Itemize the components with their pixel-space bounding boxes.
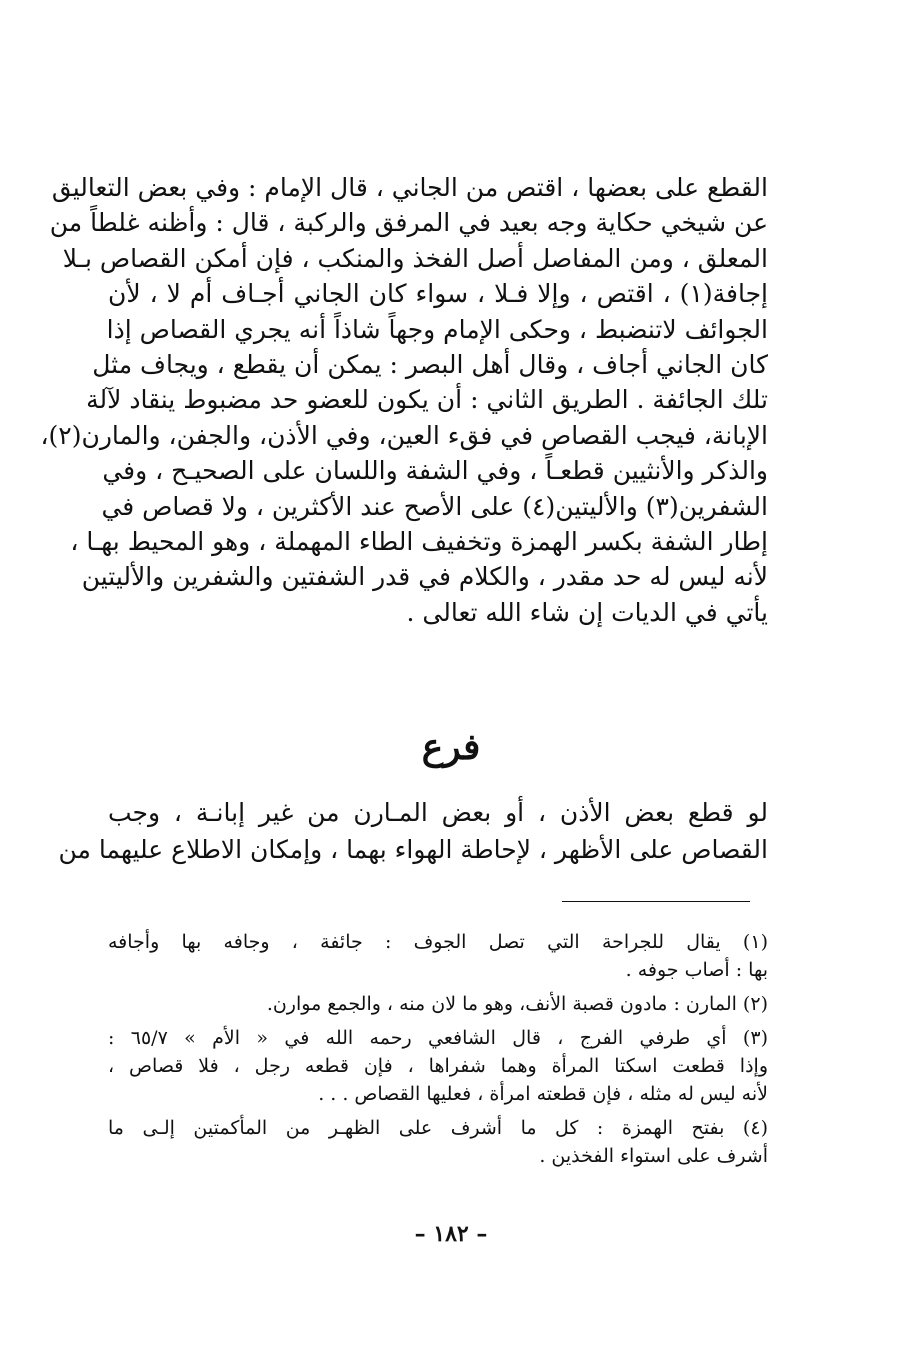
footnote-divider	[562, 901, 750, 902]
main-line: الإبانة، فيجب القصاص في فقء العين، وفي الأذن، والجفن، والمارن(٢)،	[40, 420, 768, 450]
main-line: كان الجاني أجاف ، وقال أهل البصر : يمكن أن يقطع ، ويجاف مثل	[92, 350, 768, 380]
footnote-line: (٢) المارن : مادون قصبة الأنف، وهو ما لان منه ، والجمع موارن.	[266, 993, 768, 1015]
footnote-4	[108, 1114, 768, 1170]
main-line: والذكر والأنثيين قطعـاً ، وفي الشفة واللسان على الصحيـح ، وفي	[102, 456, 768, 486]
branch-line: لو قطع بعض الأذن ، أو بعض المـارن من غير إبانـة ، وجب	[108, 798, 768, 827]
main-line: الجوائف لاتنضبط ، وحكى الإمام وجهاً شاذاً أنه يجري القصاص إذا	[106, 314, 768, 344]
main-line: إجافة(١) ، اقتص ، وإلا فـلا ، سواء كان الجاني أجـاف أم لا ، لأن	[108, 279, 768, 309]
footnote-2	[108, 990, 768, 1018]
footnote-line: أشرف على استواء الفخذين .	[539, 1145, 768, 1167]
section-heading: فرع	[421, 726, 481, 768]
footnote-line: (٣) أي طرفي الفرج ، قال الشافعي رحمه الله في « الأم » ٦٥/٧ :	[108, 1027, 768, 1049]
main-line: إطار الشفة بكسر الهمزة وتخفيف الطاء المهملة ، وهو المحيط بهـا ،	[70, 527, 768, 557]
branch-line: القصاص على الأظهر ، لإحاطة الهواء بهما ، وإمكان الاطلاع عليهما من	[58, 835, 768, 864]
main-line: الشفرين(٣) والأليتين(٤) على الأصح عند الأكثرين ، ولا قصاص في	[101, 491, 768, 521]
footnote-1	[108, 928, 768, 984]
main-paragraph	[40, 170, 768, 630]
footnotes	[108, 928, 768, 1176]
page-number: – ١٨٢ –	[414, 1221, 488, 1247]
main-line: تلك الجائفة . الطريق الثاني : أن يكون للعضو حد مضبوط ينقاد لآلة	[86, 385, 768, 415]
footnote-3	[108, 1024, 768, 1108]
branch-paragraph	[58, 794, 768, 868]
footnote-line: وإذا قطعت اسكتا المرأة وهما شفراها ، فإن قطعه رجل ، فلا قصاص ،	[108, 1055, 768, 1077]
footnote-line: (١) يقال للجراحة التي تصل الجوف : جائفة ، وجافه بها وأجافه	[108, 931, 768, 953]
main-line: يأتي في الديات إن شاء الله تعالى .	[406, 597, 768, 627]
main-line: عن شيخي حكاية وجه بعيد في المرفق والركبة ، قال : وأظنه غلطاً من	[49, 208, 768, 238]
footnote-line: بها : أصاب جوفه .	[625, 959, 768, 981]
footnote-line: (٤) بفتح الهمزة : كل ما أشرف على الظهـر من المأكمتين إلـى ما	[108, 1117, 768, 1139]
main-line: القطع على بعضها ، اقتص من الجاني ، قال الإمام : وفي بعض التعاليق	[51, 173, 768, 202]
main-line: المعلق ، ومن المفاصل أصل الفخذ والمنكب ، فإن أمكن القصاص بـلا	[62, 243, 768, 273]
main-line: لأنه ليس له حد مقدر ، والكلام في قدر الشفتين والشفرين والأليتين	[81, 562, 768, 592]
footnote-line: لأنه ليس له مثله ، فإن قطعته امرأة ، فعليها القصاص . . .	[318, 1083, 768, 1105]
